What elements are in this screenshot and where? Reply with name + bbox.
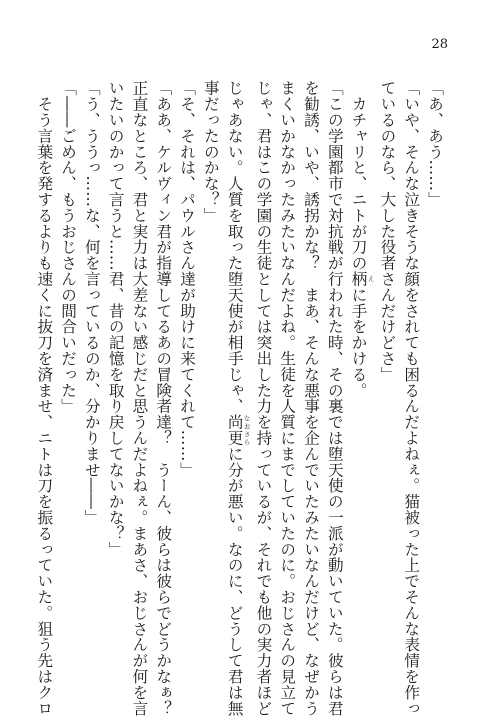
vertical-body-text xyxy=(35,80,446,716)
text-line-4-start: カチャリと、ニトが刀の xyxy=(349,80,368,271)
text-line-15: 「う、ううっ……な、何を言っているのか、分かりませ――」 xyxy=(82,80,101,526)
text-line-14: いたいのかって言うと……君、昔の記憶を取り戻してないかな？」 xyxy=(106,80,125,557)
text-line-6 xyxy=(298,80,322,716)
text-line-10: 事だったのかな？」 xyxy=(201,80,220,224)
text-line-11: 「そ、それは、パウルさん達が助けに来てくれて……」 xyxy=(178,80,197,478)
text-line-4 xyxy=(346,80,375,680)
text-line-7: まくいかなかったみたいなんだよね。生徒を人質にまでしていたのに。おじさんの見立て xyxy=(278,80,297,716)
text-line-13: 正直なところ、君と実力は大差ない感じだと思うんだよねぇ。まあさ、おじさんが何を言 xyxy=(130,80,149,716)
text-line-4-end: に手をかける。 xyxy=(349,286,368,399)
ruby-tsuka: 柄 え xyxy=(349,270,375,287)
text-line-17: そう言葉を発するよりも速くに抜刀を済ませ、ニトは刀を振るっていた。狙う先はクロ xyxy=(35,80,54,716)
page-number: 28 xyxy=(431,37,448,52)
text-line-6-start: を勧誘、いや、誘拐かな？ まあ、そんな悪事を企んでいたみたいなんだけど、なぜかう xyxy=(302,80,321,716)
text-line-1: 「あ、あう……」 xyxy=(426,80,444,208)
text-line-16: 「――ごめん、もうおじさんの間合いだった」 xyxy=(59,80,78,414)
text-line-3: ているのなら、大した役者さんだけどさ」 xyxy=(378,80,397,383)
text-line-2: 「いや、そんな泣きそうな顔をされても困るんだよねぇ。猫被った上でそんな表情を作っ xyxy=(402,80,421,716)
text-line-8: じゃ、君はこの学園の生徒としては突出した力を持っているが、それでも他の実力者ほど xyxy=(254,80,273,716)
text-line-9-start: じゃあない。人質を取った堕天使が相手じゃ、 xyxy=(225,80,244,414)
text-line-9-end: に分が悪い。なのに、どうして君は無 xyxy=(225,445,244,716)
text-line-9 xyxy=(222,80,251,716)
text-line-12: 「ああ、ケルヴィン君が指導してるあの冒険者達？ うーん、彼らは彼らでどうかなぁ？ xyxy=(154,80,173,716)
ruby-naosara: 尚更 なおさら xyxy=(225,413,251,446)
text-line-5: 「この学園都市で対抗戦が行われた時、その裏では堕天使の一派が動いていた。彼らは君 xyxy=(325,80,344,716)
